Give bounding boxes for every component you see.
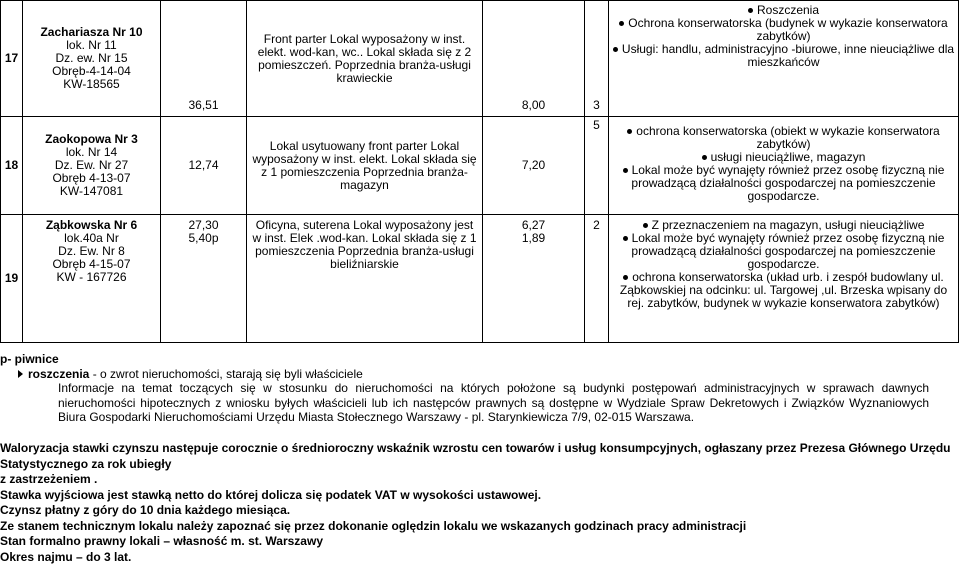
- terms-indexation: Waloryzacja stawki czynszu następuje corocznie o średnioroczny wskaźnik wzrostu cen towarów i usług konsumpcyjnych, ogłaszany przez Prezesa Głównego Urzędu Statystycznego za rok ubiegły: [0, 441, 955, 472]
- rate-main: 6,27: [486, 219, 581, 232]
- rate-cell: [483, 215, 585, 343]
- terms-vat: Stawka wyjściowa jest stawką netto do której dolicza się podatek VAT w wysokości ustawowej.: [0, 488, 955, 504]
- description-cell: Oficyna, suterena Lokal wyposażony jest w inst. Elek .wod-kan. Lokal składa się z 1 pomieszczenia Poprzednia branża-usługi bieliźniarskie: [247, 215, 483, 343]
- area-cell: 12,74: [161, 117, 247, 215]
- address-precinct: Obręb 4-15-07: [26, 258, 157, 271]
- bullet-icon: [613, 47, 618, 52]
- claims-legend-term: roszczenia: [28, 367, 89, 381]
- info-paragraph: Informacje na temat toczących się w stosunku do nieruchomości na których położone są budynki postępowań administracyjnych w sprawach dawnych nieruchomości hipotecznych z wniosku byłych właścicieli lub ich następców prawnych są dostępne w Wydziale Spraw Dekretowych i Związków Wyznaniowych Biura Gospodarki Nieruchomościami Urzędu Miasta Stołecznego Warszawy - pl. Starynkiewicza 7/9, 02-015 Warszawa.: [0, 381, 959, 425]
- address-kw: KW - 167726: [26, 271, 157, 284]
- bullet-icon: [643, 223, 648, 228]
- triangle-bullet-icon: [18, 370, 23, 378]
- claim-item: Ochrona konserwatorska (budynek w wykazie konserwatora zabytków): [612, 17, 955, 43]
- claim-item: ochrona konserwatorska (układ urb. i zespół budowlany ul. Ząbkowskiej na odcinku: ul. Targowej ,ul. Brzeska wpisany do rej. zabytków, budynek w wykazie konserwatora zabytków): [612, 271, 955, 310]
- rate-cell: 7,20: [483, 117, 585, 215]
- address-kw: KW-147081: [26, 185, 157, 198]
- table-row: [1, 215, 959, 343]
- bullet-icon: [623, 275, 628, 280]
- bullet-icon: [623, 236, 628, 241]
- table-row: [1, 117, 959, 215]
- address-plot: Dz. Ew. Nr 8: [26, 245, 157, 258]
- row-number: 19: [1, 215, 23, 343]
- bullet-icon: [748, 8, 753, 13]
- address-cell: [23, 1, 161, 117]
- description-cell: Front parter Lokal wyposażony w inst. elekt. wod-kan, wc.. Lokal składa się z 2 pomieszczeń. Poprzednia branża-usługi krawieckie: [247, 1, 483, 117]
- claims-cell: [609, 215, 959, 343]
- terms-lease-period: Okres najmu – do 3 lat.: [0, 550, 955, 565]
- claims-legend-text: - o zwrot nieruchomości, starają się byli właściciele: [89, 367, 362, 381]
- bullet-icon: [623, 168, 628, 173]
- claim-item: ochrona konserwatorska (obiekt w wykazie konserwatora zabytków): [612, 125, 955, 151]
- claims-cell: [609, 1, 959, 117]
- claim-item: Lokal może być wynajęty również przez osobę fizyczną nie prowadzącą działalności gospodarczej na pomieszczenie gospodarcze.: [612, 164, 955, 203]
- legend-notes: [0, 352, 959, 425]
- address-cell: [23, 117, 161, 215]
- rate-basement: 1,89: [486, 232, 581, 245]
- row-number: 17: [1, 1, 23, 117]
- address-street: Zachariasza Nr 10: [26, 26, 157, 39]
- claim-item: usługi nieuciążliwe, magazyn: [612, 151, 955, 164]
- area-basement: 5,40p: [164, 232, 243, 245]
- percent-cell: 5: [585, 117, 609, 215]
- claims-legend: [0, 367, 959, 382]
- terms-section: [0, 441, 955, 565]
- address-plot: Dz. ew. Nr 15: [26, 52, 157, 65]
- address-cell: [23, 215, 161, 343]
- address-street: Zaokopowa Nr 3: [26, 133, 157, 146]
- address-plot: Dz. Ew. Nr 27: [26, 159, 157, 172]
- claim-item: Usługi: handlu, administracyjno -biurowe, inne nieuciążliwe dla mieszkańców: [612, 43, 955, 69]
- basement-legend: p- piwnice: [0, 352, 959, 367]
- area-cell: [161, 215, 247, 343]
- terms-inspection: Ze stanem technicznym lokalu należy zapoznać się przez dokonanie oględzin lokalu we wskazanych godzinach pracy administracji: [0, 519, 955, 535]
- percent-cell: 3: [585, 1, 609, 117]
- address-unit: lok.40a Nr: [26, 232, 157, 245]
- claims-cell: [609, 117, 959, 215]
- row-number: 18: [1, 117, 23, 215]
- bullet-icon: [702, 155, 707, 160]
- percent-cell: 2: [585, 215, 609, 343]
- description-cell: Lokal usytuowany front parter Lokal wyposażony w inst. elekt. Lokal składa się z 1 pomieszczenia Poprzednia branża-magazyn: [247, 117, 483, 215]
- address-street: Ząbkowska Nr 6: [26, 219, 157, 232]
- claim-item: Lokal może być wynajęty również przez osobę fizyczną nie prowadzącą działalności gospodarczej na pomieszczenie gospodarcze.: [612, 232, 955, 271]
- address-kw: KW-18565: [26, 78, 157, 91]
- terms-reservation: z zastrzeżeniem .: [0, 472, 955, 488]
- address-precinct: Obręb-4-14-04: [26, 65, 157, 78]
- claim-item: Roszczenia: [612, 4, 955, 17]
- claim-item: Z przeznaczeniem na magazyn, usługi nieuciążliwe: [612, 219, 955, 232]
- area-main: 27,30: [164, 219, 243, 232]
- bullet-icon: [619, 21, 624, 26]
- table-row: [1, 1, 959, 117]
- terms-ownership: Stan formalno prawny lokali – własność m. st. Warszawy: [0, 534, 955, 550]
- address-unit: lok. Nr 11: [26, 39, 157, 52]
- bullet-icon: [627, 129, 632, 134]
- address-unit: lok. Nr 14: [26, 146, 157, 159]
- rate-cell: 8,00: [483, 1, 585, 117]
- terms-payment: Czynsz płatny z góry do 10 dnia każdego miesiąca.: [0, 503, 955, 519]
- area-cell: 36,51: [161, 1, 247, 117]
- address-precinct: Obręb 4-13-07: [26, 172, 157, 185]
